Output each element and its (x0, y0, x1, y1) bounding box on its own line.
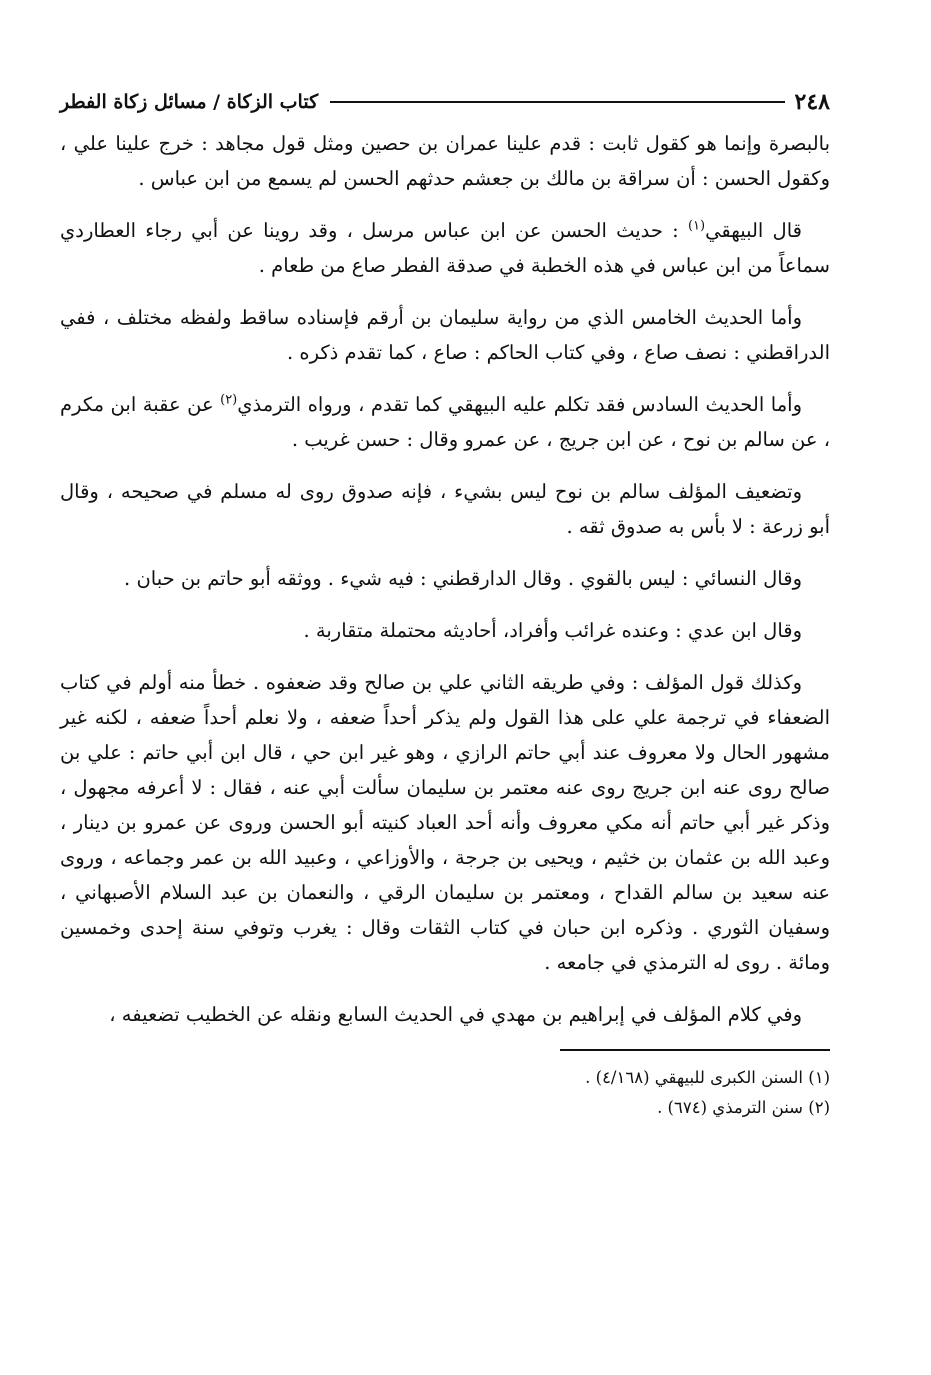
paragraph (60, 213, 830, 283)
paragraph-text: قال البيهقي (705, 219, 802, 242)
page-number: ٢٤٨ (794, 89, 830, 115)
book-page (60, 82, 830, 1322)
footnote-separator (560, 1049, 830, 1051)
paragraph (60, 387, 830, 457)
book-title: كتاب الزكاة / مسائل زكاة الفطر (60, 91, 319, 113)
footnote: (١) السنن الكبرى للبيهقي (٤/١٦٨) . (585, 1068, 830, 1087)
page-body (60, 126, 830, 1032)
footnote: (٢) سنن الترمذي (٦٧٤) . (657, 1098, 830, 1117)
paragraph: وأما الحديث الخامس الذي من رواية سليمان بن أرقم فإسناده ساقط ولفظه مختلف ، ففي الدراقطني : نصف صاع ، وفي كتاب الحاكم : صاع ، كما تقدم ذكره . (60, 306, 830, 364)
paragraph-text: وأما الحديث السادس فقد تكلم عليه البيهقي كما تقدم ، ورواه الترمذي (237, 393, 802, 416)
running-header (60, 82, 830, 122)
paragraph: وفي كلام المؤلف في إبراهيم بن مهدي في الحديث السابع ونقله عن الخطيب تضعيفه ، (109, 1003, 802, 1026)
header-rule (330, 101, 784, 103)
footnotes (60, 1063, 830, 1123)
paragraph-text: عن عقبة ابن مكرم ، عن سالم بن نوح ، عن ابن جريج ، عن عمرو وقال : حسن غريب . (60, 393, 830, 451)
paragraph: وكذلك قول المؤلف : وفي طريقه الثاني علي بن صالح وقد ضعفوه . خطأ منه أولم في كتاب الضعفاء في ترجمة علي على هذا القول ولم يذكر أحداً ضعفه ، ولا نعلم أحداً ضعفه ، لكنه غير مشهور الحال ولا معروف عند أبي حاتم الرازي ، وهو غير ابن حي ، قال ابن أبي حاتم : علي بن صالح روى عنه ابن جريج روى عنه معتمر بن سليمان سألت أبي عنه ، فقال : لا أعرفه مجهول ، وذكر غير أبي حاتم أنه مكي معروف وأنه أحد العباد كنيته أبو الحسن وروى عن عمرو بن دينار ، وعبد الله بن عثمان بن خثيم ، ويحيى بن جرجة ، والأوزاعي ، وعبيد الله بن عمر وجماعه ، وروى عنه سعيد بن سالم القداح ، ومعتمر بن سليمان الرقي ، والنعمان بن عبد السلام الأصبهاني ، وسفيان الثوري . وذكره ابن حبان في كتاب الثقات وقال : يغرب وتوفي سنة إحدى وخمسين ومائة . روى له الترمذي في جامعه . (60, 671, 830, 974)
footnote-ref[interactable]: (٢) (220, 392, 238, 408)
footnote-ref[interactable]: (١) (687, 218, 706, 234)
paragraph: وقال ابن عدي : وعنده غرائب وأفراد، أحاديثه محتملة متقاربة . (303, 619, 802, 642)
paragraph: بالبصرة وإنما هو كقول ثابت : قدم علينا عمران بن حصين ومثل قول مجاهد : خرج علينا علي ، وكقول الحسن : أن سراقة بن مالك بن جعشم حدثهم الحسن لم يسمع من ابن عباس . (60, 132, 830, 190)
paragraph: وتضعيف المؤلف سالم بن نوح ليس بشيء ، فإنه صدوق روى له مسلم في صحيحه ، وقال أبو زرعة : لا بأس به صدوق ثقه . (60, 480, 830, 538)
paragraph-text: : حديث الحسن عن ابن عباس مرسل ، وقد روينا عن أبي رجاء العطاردي سماعاً من ابن عباس في هذه الخطبة في صدقة الفطر صاع من طعام . (60, 219, 830, 277)
paragraph: وقال النسائي : ليس بالقوي . وقال الدارقطني : فيه شيء . ووثقه أبو حاتم بن حبان . (124, 567, 802, 590)
